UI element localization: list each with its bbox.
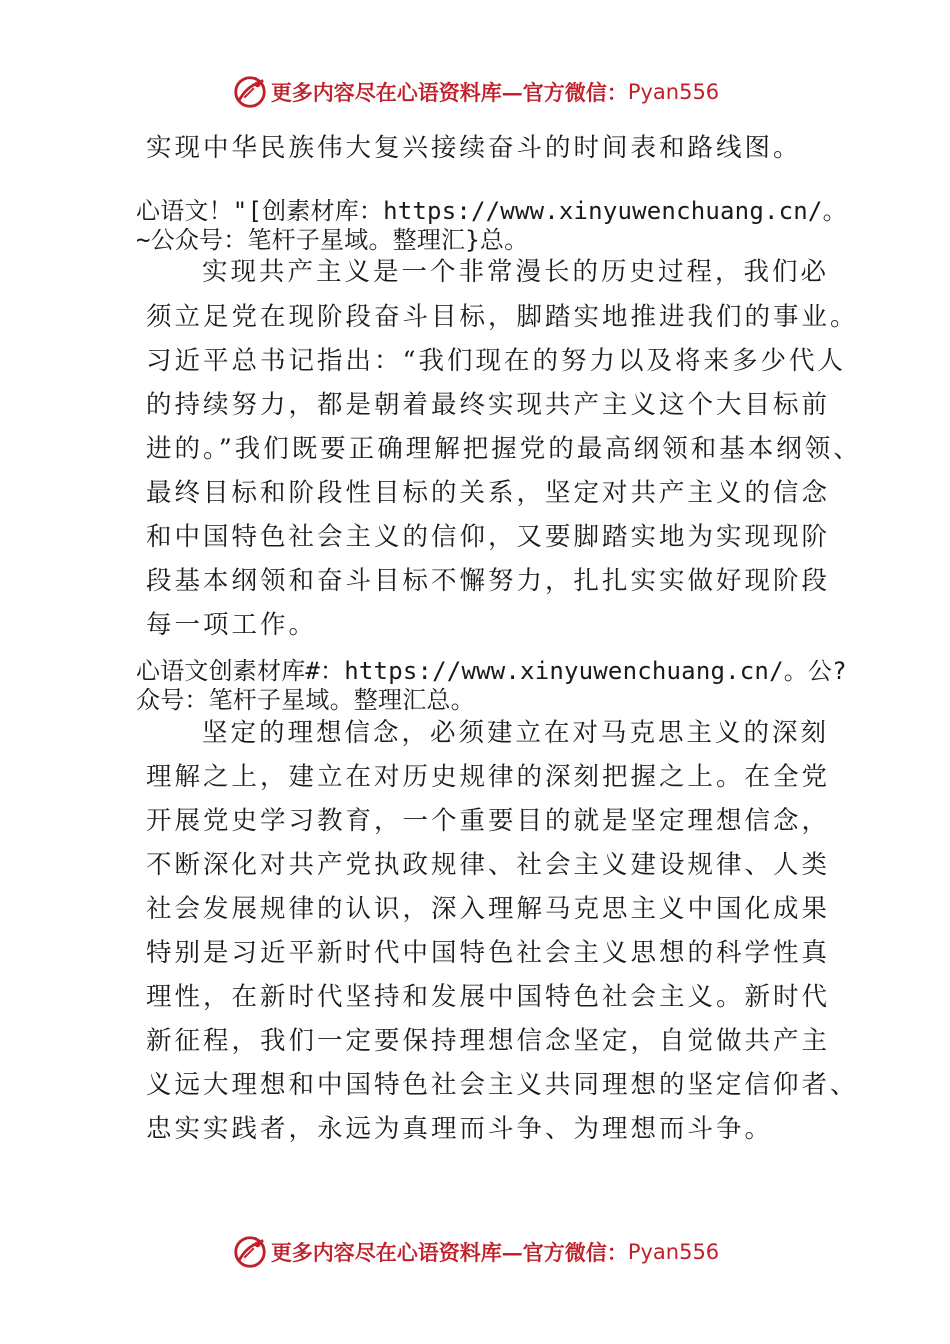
header-banner-inner	[231, 73, 719, 111]
paragraph-line: 习近平总书记指出：“我们现在的努力以及将来多少代人	[146, 346, 847, 376]
footer-banner	[0, 1232, 950, 1272]
footer-banner-text: 更多内容尽在心语资料库—官方微信：	[270, 1240, 628, 1265]
footer-banner-inner	[231, 1233, 719, 1271]
paragraph-line: 特别是习近平新时代中国特色社会主义思想的科学性真	[146, 938, 831, 968]
brand-logo-icon	[231, 1233, 269, 1271]
header-banner-id: Pyan556	[627, 80, 720, 104]
paragraph-line: 理性，在新时代坚持和发展中国特色社会主义。新时代	[146, 982, 831, 1012]
paragraph-line: 进的。”我们既要正确理解把握党的最高纲领和基本纲领、	[146, 434, 862, 464]
paragraph-line: 的持续努力，都是朝着最终实现共产主义这个大目标前	[146, 390, 831, 420]
paragraph-line: 义远大理想和中国特色社会主义共同理想的坚定信仰者、	[146, 1070, 859, 1100]
paragraph-line: 实现共产主义是一个非常漫长的历史过程，我们必	[202, 257, 830, 287]
footer-banner-id: Pyan556	[627, 1240, 720, 1264]
header-banner	[0, 72, 950, 112]
paragraph-line: 社会发展规律的认识，深入理解马克思主义中国化成果	[146, 894, 831, 924]
note-line: ~公众号：笔杆子星域。整理汇}总。	[136, 226, 529, 254]
paragraph-line: 须立足党在现阶段奋斗目标，脚踏实地推进我们的事业。	[146, 302, 859, 332]
brand-logo-icon	[231, 73, 269, 111]
paragraph-line: 和中国特色社会主义的信仰，又要脚踏实地为实现现阶	[146, 522, 831, 552]
note-line: 心语文创素材库#：https://www.xinyuwenchuang.cn/。公?	[136, 657, 847, 685]
paragraph-line: 理解之上，建立在对历史规律的深刻把握之上。在全党	[146, 762, 831, 792]
paragraph-line: 每一项工作。	[146, 610, 318, 640]
paragraph-line: 开展党史学习教育，一个重要目的就是坚定理想信念，	[146, 806, 831, 836]
note-line: 众号：笔杆子星域。整理汇总。	[136, 686, 475, 714]
paragraph-line: 段基本纲领和奋斗目标不懈努力，扎扎实实做好现阶段	[146, 566, 831, 596]
body-line: 实现中华民族伟大复兴接续奋斗的时间表和路线图。	[146, 133, 802, 163]
paragraph-line: 忠实实践者，永远为真理而斗争、为理想而斗争。	[146, 1114, 774, 1144]
paragraph-line: 坚定的理想信念，必须建立在对马克思主义的深刻	[202, 718, 830, 748]
paragraph-line: 新征程，我们一定要保持理想信念坚定，自觉做共产主	[146, 1026, 831, 1056]
note-line: 心语文！"[创素材库：https://www.xinyuwenchuang.cn/。	[136, 197, 847, 225]
paragraph-line: 最终目标和阶段性目标的关系，坚定对共产主义的信念	[146, 478, 831, 508]
header-banner-text: 更多内容尽在心语资料库—官方微信：	[270, 80, 628, 105]
paragraph-line: 不断深化对共产党执政规律、社会主义建设规律、人类	[146, 850, 831, 880]
